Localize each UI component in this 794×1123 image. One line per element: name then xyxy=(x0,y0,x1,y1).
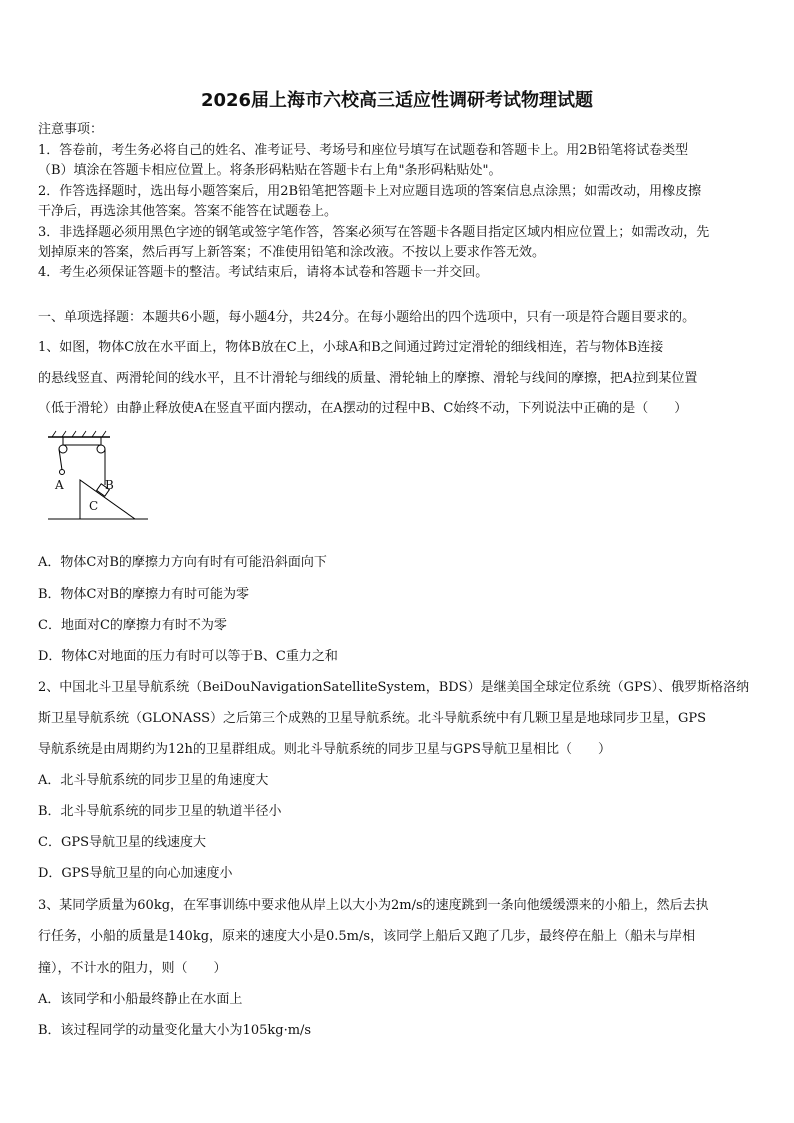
notice-line: 4．考生必须保证答题卡的整洁。考试结束后，请将本试卷和答题卡一并交回。 xyxy=(38,265,489,280)
question-1-text: 的悬线竖直、两滑轮间的线水平，且不计滑轮与细线的质量、滑轮轴上的摩擦、滑轮与线间的摩擦，把A拉到某位置 xyxy=(38,371,698,386)
question-3-text: 撞），不计水的阻力，则（ ） xyxy=(38,961,227,976)
answer-option: B．物体C对B的摩擦力有时可能为零 xyxy=(38,587,250,602)
question-2-text: 斯卫星导航系统（GLONASS）之后第三个成熟的卫星导航系统。北斗导航系统中有几颗卫星是地球同步卫星，GPS xyxy=(38,711,707,726)
notice-line: （B）填涂在答题卡相应位置上。将条形码粘贴在答题卡右上角"条形码粘贴处"。 xyxy=(38,163,502,178)
notice-line: 2．作答选择题时，选出每小题答案后，用2B铅笔把答题卡上对应题目选项的答案信息点涂黑；如需改动，用橡皮擦 xyxy=(38,184,702,199)
answer-option: D．GPS导航卫星的向心加速度小 xyxy=(38,866,233,881)
question-2-text: 2、中国北斗卫星导航系统（BeiDouNavigationSatelliteSystem，BDS）是继美国全球定位系统（GPS）、俄罗斯格洛纳 xyxy=(38,680,750,695)
answer-option: A．该同学和小船最终静止在水面上 xyxy=(38,992,243,1007)
answer-option: C．地面对C的摩擦力有时不为零 xyxy=(38,618,227,633)
question-3-text: 行任务，小船的质量是140kg，原来的速度大小是0.5m/s，该同学上船后又跑了几步，最终停在船上（船未与岸相 xyxy=(38,929,696,944)
figure-label-b: B xyxy=(105,478,114,492)
question-2-text: 导航系统是由周期约为12h的卫星群组成。则北斗导航系统的同步卫星与GPS导航卫星相比（ ） xyxy=(38,742,611,757)
notice-line: 干净后，再选涂其他答案。答案不能答在试题卷上。 xyxy=(38,204,338,219)
answer-option: C．GPS导航卫星的线速度大 xyxy=(38,835,206,850)
answer-option: B．北斗导航系统的同步卫星的轨道半径小 xyxy=(38,804,282,819)
answer-option: D．物体C对地面的压力有时可以等于B、C重力之和 xyxy=(38,649,338,664)
question-1-text: 1、如图，物体C放在水平面上，物体B放在C上，小球A和B之间通过跨过定滑轮的细线相连，若与物体B连接 xyxy=(38,340,664,355)
notice-line: 划掉原来的答案，然后再写上新答案；不准使用铅笔和涂改液。不按以上要求作答无效。 xyxy=(38,245,546,260)
notice-heading: 注意事项： xyxy=(38,122,104,137)
answer-option: A．北斗导航系统的同步卫星的角速度大 xyxy=(38,773,269,788)
question-1-text: （低于滑轮）由静止释放使A在竖直平面内摆动，在A摆动的过程中B、C始终不动，下列说法中正确的是（ ） xyxy=(38,401,688,416)
answer-option: A．物体C对B的摩擦力方向有时有可能沿斜面向下 xyxy=(38,555,327,570)
figure-label-c: C xyxy=(89,499,99,513)
figure-label-a: A xyxy=(55,478,64,492)
section-heading: 一、单项选择题：本题共6小题，每小题4分，共24分。在每小题给出的四个选项中，只有一项是符合题目要求的。 xyxy=(38,310,696,325)
notice-line: 1．答卷前，考生务必将自己的姓名、准考证号、考场号和座位号填写在试题卷和答题卡上。用2B铅笔将试卷类型 xyxy=(38,143,689,158)
page-title: 2026届上海市六校高三适应性调研考试物理试题 xyxy=(200,90,594,111)
notice-line: 3．非选择题必须用黑色字迹的钢笔或签字笔作答，答案必须写在答题卡各题目指定区域内相应位置上；如需改动，先 xyxy=(38,225,710,240)
answer-option: B．该过程同学的动量变化量大小为105kg·m/s xyxy=(38,1023,312,1038)
question-3-text: 3、某同学质量为60kg，在军事训练中要求他从岸上以大小为2m/s的速度跳到一条向他缓缓漂来的小船上，然后去执 xyxy=(38,898,709,913)
